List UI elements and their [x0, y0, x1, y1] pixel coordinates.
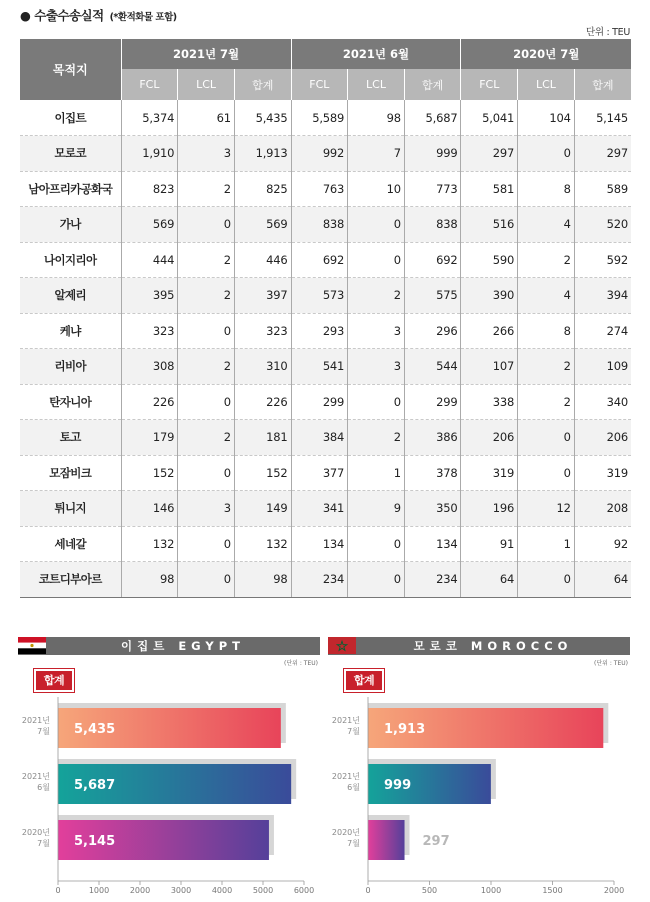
x-tick-label: 2000 — [129, 886, 151, 895]
value-cell: 384 — [291, 420, 348, 456]
value-cell: 0 — [178, 207, 235, 243]
period-header: 2021년 7월 — [121, 39, 291, 69]
morocco-chart-panel — [328, 637, 630, 902]
value-cell: 132 — [234, 526, 291, 562]
value-cell: 0 — [348, 207, 405, 243]
x-tick-label: 0 — [365, 886, 371, 895]
value-cell: 838 — [291, 207, 348, 243]
value-cell: 763 — [291, 171, 348, 207]
value-cell: 206 — [574, 420, 631, 456]
value-cell: 0 — [178, 562, 235, 598]
table-row — [20, 420, 631, 456]
value-cell: 308 — [121, 349, 178, 385]
category-label: 7월 — [37, 839, 50, 848]
value-cell: 341 — [291, 491, 348, 527]
category-label: 6월 — [37, 783, 50, 792]
value-cell: 444 — [121, 242, 178, 278]
value-cell: 299 — [291, 384, 348, 420]
category-label: 2020년 — [21, 828, 50, 837]
value-cell: 274 — [574, 313, 631, 349]
value-cell: 541 — [291, 349, 348, 385]
value-cell: 206 — [461, 420, 518, 456]
total-badge: 합계 — [36, 671, 72, 690]
value-cell: 573 — [291, 278, 348, 314]
table-row — [20, 526, 631, 562]
table-row — [20, 100, 631, 136]
value-cell: 196 — [461, 491, 518, 527]
table-header-row — [20, 39, 631, 69]
dest-header: 목적지 — [20, 39, 121, 100]
value-cell: 338 — [461, 384, 518, 420]
value-cell: 179 — [121, 420, 178, 456]
value-cell: 226 — [121, 384, 178, 420]
value-cell: 2 — [178, 171, 235, 207]
value-cell: 0 — [178, 384, 235, 420]
value-cell: 3 — [348, 349, 405, 385]
value-cell: 0 — [178, 455, 235, 491]
value-cell: 234 — [291, 562, 348, 598]
destination-cell: 남아프리카공화국 — [20, 171, 121, 207]
value-cell: 2 — [178, 242, 235, 278]
value-cell: 146 — [121, 491, 178, 527]
table-row — [20, 491, 631, 527]
bar-value-label: 5,687 — [74, 778, 116, 793]
bar-value-label: 1,913 — [384, 722, 426, 737]
chart-unit: (단위 : TEU) — [284, 660, 318, 667]
value-cell: 5,589 — [291, 100, 348, 136]
table-row — [20, 242, 631, 278]
value-cell: 773 — [404, 171, 461, 207]
destination-cell: 모로코 — [20, 136, 121, 172]
value-cell: 395 — [121, 278, 178, 314]
value-cell: 64 — [574, 562, 631, 598]
value-cell: 0 — [178, 313, 235, 349]
value-cell: 397 — [234, 278, 291, 314]
value-cell: 5,145 — [574, 100, 631, 136]
value-cell: 0 — [518, 562, 575, 598]
value-cell: 297 — [461, 136, 518, 172]
value-cell: 266 — [461, 313, 518, 349]
table-body — [20, 100, 631, 597]
destination-cell: 튀니지 — [20, 491, 121, 527]
destination-cell: 이집트 — [20, 100, 121, 136]
value-cell: 8 — [518, 313, 575, 349]
value-cell: 3 — [178, 136, 235, 172]
value-cell: 5,041 — [461, 100, 518, 136]
value-cell: 2 — [348, 278, 405, 314]
egypt-bar-chart — [18, 637, 320, 901]
value-cell: 2 — [518, 349, 575, 385]
subheader-total: 합계 — [404, 69, 461, 100]
period-header: 2020년 7월 — [461, 39, 631, 69]
subheader-lcl: LCL — [348, 69, 405, 100]
value-cell: 394 — [574, 278, 631, 314]
value-cell: 2 — [178, 420, 235, 456]
value-cell: 569 — [234, 207, 291, 243]
bar — [368, 820, 405, 860]
value-cell: 823 — [121, 171, 178, 207]
value-cell: 12 — [518, 491, 575, 527]
value-cell: 319 — [574, 455, 631, 491]
value-cell: 152 — [121, 455, 178, 491]
category-label: 7월 — [347, 727, 360, 736]
destination-cell: 모잠비크 — [20, 455, 121, 491]
x-tick-label: 1500 — [542, 886, 563, 895]
x-tick-label: 3000 — [170, 886, 192, 895]
value-cell: 226 — [234, 384, 291, 420]
value-cell: 1,910 — [121, 136, 178, 172]
subheader-total: 합계 — [234, 69, 291, 100]
value-cell: 2 — [518, 384, 575, 420]
table-row — [20, 562, 631, 598]
category-label: 2020년 — [331, 828, 360, 837]
table-row — [20, 455, 631, 491]
value-cell: 0 — [348, 526, 405, 562]
table-row — [20, 278, 631, 314]
value-cell: 589 — [574, 171, 631, 207]
value-cell: 2 — [518, 242, 575, 278]
table-row — [20, 384, 631, 420]
chart-unit: (단위 : TEU) — [594, 660, 628, 667]
egypt-chart-panel — [18, 637, 320, 902]
subheader-lcl: LCL — [178, 69, 235, 100]
section-title — [20, 6, 177, 24]
value-cell: 2 — [178, 349, 235, 385]
category-label: 2021년 — [331, 772, 360, 781]
category-label: 2021년 — [331, 716, 360, 725]
chart-title: 모로코 MOROCCO — [413, 639, 573, 653]
value-cell: 0 — [518, 420, 575, 456]
total-badge: 합계 — [346, 671, 382, 690]
value-cell: 838 — [404, 207, 461, 243]
destination-cell: 탄자니아 — [20, 384, 121, 420]
value-cell: 98 — [234, 562, 291, 598]
category-label: 2021년 — [21, 772, 50, 781]
x-tick-label: 1000 — [480, 886, 502, 895]
x-tick-label: 6000 — [293, 886, 315, 895]
value-cell: 310 — [234, 349, 291, 385]
unit-label: 단위 : TEU — [586, 27, 630, 38]
table-row — [20, 136, 631, 172]
value-cell: 520 — [574, 207, 631, 243]
bar-value-label: 999 — [384, 778, 412, 793]
destination-cell: 가나 — [20, 207, 121, 243]
value-cell: 134 — [404, 526, 461, 562]
value-cell: 5,435 — [234, 100, 291, 136]
x-tick-label: 0 — [55, 886, 61, 895]
value-cell: 9 — [348, 491, 405, 527]
section-title-text: ● 수출수송실적 — [20, 8, 104, 23]
value-cell: 1 — [518, 526, 575, 562]
value-cell: 4 — [518, 278, 575, 314]
value-cell: 4 — [518, 207, 575, 243]
value-cell: 7 — [348, 136, 405, 172]
value-cell: 149 — [234, 491, 291, 527]
value-cell: 134 — [291, 526, 348, 562]
value-cell: 0 — [348, 242, 405, 278]
value-cell: 98 — [121, 562, 178, 598]
table-row — [20, 313, 631, 349]
value-cell: 132 — [121, 526, 178, 562]
value-cell: 581 — [461, 171, 518, 207]
value-cell: 516 — [461, 207, 518, 243]
bar-value-label: 5,435 — [74, 722, 116, 737]
value-cell: 0 — [518, 136, 575, 172]
value-cell: 377 — [291, 455, 348, 491]
value-cell: 299 — [404, 384, 461, 420]
value-cell: 992 — [291, 136, 348, 172]
table-row — [20, 207, 631, 243]
x-tick-label: 5000 — [252, 886, 274, 895]
category-label: 2021년 — [21, 716, 50, 725]
x-tick-label: 4000 — [211, 886, 233, 895]
value-cell: 8 — [518, 171, 575, 207]
value-cell: 293 — [291, 313, 348, 349]
value-cell: 3 — [178, 491, 235, 527]
category-label: 6월 — [347, 783, 360, 792]
value-cell: 98 — [348, 100, 405, 136]
subheader-fcl: FCL — [461, 69, 518, 100]
value-cell: 575 — [404, 278, 461, 314]
value-cell: 2 — [348, 420, 405, 456]
value-cell: 390 — [461, 278, 518, 314]
destination-cell: 코트디부아르 — [20, 562, 121, 598]
period-header: 2021년 6월 — [291, 39, 461, 69]
category-label: 7월 — [37, 727, 50, 736]
value-cell: 5,687 — [404, 100, 461, 136]
morocco-bar-chart — [328, 637, 630, 901]
value-cell: 61 — [178, 100, 235, 136]
value-cell: 152 — [234, 455, 291, 491]
value-cell: 0 — [348, 384, 405, 420]
value-cell: 340 — [574, 384, 631, 420]
bar-value-label: 5,145 — [74, 834, 116, 849]
subheader-total: 합계 — [574, 69, 631, 100]
value-cell: 10 — [348, 171, 405, 207]
value-cell: 64 — [461, 562, 518, 598]
x-tick-label: 2000 — [603, 886, 625, 895]
value-cell: 234 — [404, 562, 461, 598]
value-cell: 1,913 — [234, 136, 291, 172]
value-cell: 592 — [574, 242, 631, 278]
value-cell: 2 — [178, 278, 235, 314]
value-cell: 0 — [348, 562, 405, 598]
value-cell: 296 — [404, 313, 461, 349]
value-cell: 544 — [404, 349, 461, 385]
value-cell: 107 — [461, 349, 518, 385]
subheader-fcl: FCL — [291, 69, 348, 100]
chart-title: 이집트 EGYPT — [121, 639, 245, 653]
value-cell: 181 — [234, 420, 291, 456]
value-cell: 446 — [234, 242, 291, 278]
value-cell: 1 — [348, 455, 405, 491]
destination-cell: 세네갈 — [20, 526, 121, 562]
destination-cell: 나이지리아 — [20, 242, 121, 278]
category-label: 7월 — [347, 839, 360, 848]
value-cell: 91 — [461, 526, 518, 562]
value-cell: 386 — [404, 420, 461, 456]
value-cell: 692 — [404, 242, 461, 278]
table-row — [20, 171, 631, 207]
value-cell: 297 — [574, 136, 631, 172]
value-cell: 692 — [291, 242, 348, 278]
value-cell: 0 — [518, 455, 575, 491]
value-cell: 208 — [574, 491, 631, 527]
x-tick-label: 1000 — [88, 886, 110, 895]
value-cell: 319 — [461, 455, 518, 491]
value-cell: 0 — [178, 526, 235, 562]
bar-value-label: 297 — [422, 834, 450, 849]
subheader-lcl: LCL — [518, 69, 575, 100]
destination-cell: 케냐 — [20, 313, 121, 349]
value-cell: 825 — [234, 171, 291, 207]
destination-cell: 토고 — [20, 420, 121, 456]
value-cell: 5,374 — [121, 100, 178, 136]
value-cell: 378 — [404, 455, 461, 491]
value-cell: 323 — [121, 313, 178, 349]
value-cell: 323 — [234, 313, 291, 349]
destination-cell: 알제리 — [20, 278, 121, 314]
value-cell: 569 — [121, 207, 178, 243]
value-cell: 109 — [574, 349, 631, 385]
table-row — [20, 349, 631, 385]
subheader-fcl: FCL — [121, 69, 178, 100]
value-cell: 92 — [574, 526, 631, 562]
value-cell: 3 — [348, 313, 405, 349]
x-tick-label: 500 — [421, 886, 438, 895]
value-cell: 590 — [461, 242, 518, 278]
value-cell: 350 — [404, 491, 461, 527]
value-cell: 104 — [518, 100, 575, 136]
value-cell: 999 — [404, 136, 461, 172]
destination-cell: 리비아 — [20, 349, 121, 385]
export-table — [20, 39, 631, 598]
section-title-note: (*환적화물 포함) — [109, 12, 177, 23]
